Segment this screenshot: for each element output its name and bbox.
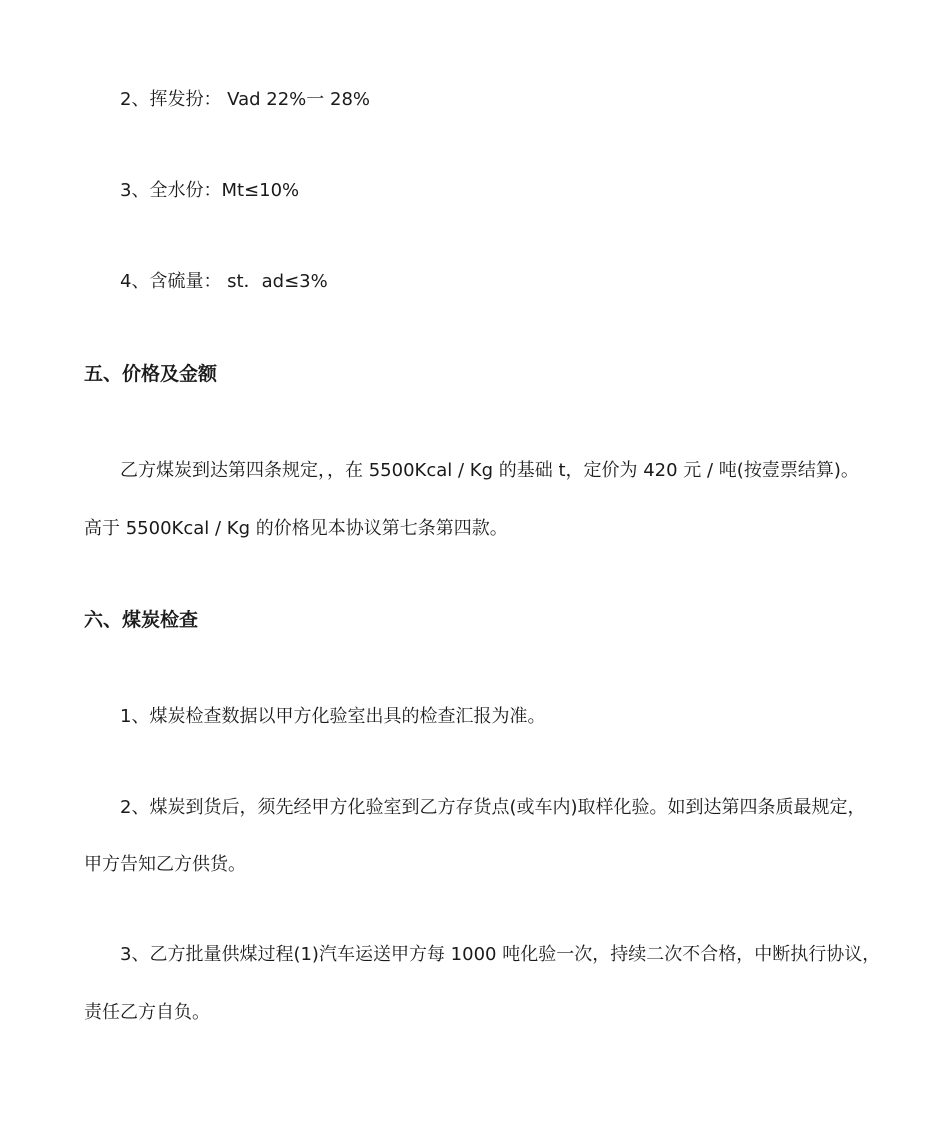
inspection-item-2-line-1: 2、煤炭到货后，须先经甲方化验室到乙方存货点(或车内)取样化验。如到达第四条质最规定， xyxy=(120,797,866,818)
inspection-item-2-line-2: 甲方告知乙方供货。 xyxy=(84,854,246,875)
section-heading-price: 五、价格及金额 xyxy=(84,363,218,385)
volatile-matter-line: 2、挥发扮： Vad 22%一 28% xyxy=(120,89,371,110)
price-paragraph-line-1: 乙方煤炭到达第四条规定，，在 5500Kcal / Kg 的基础 t，定价为 420 元 / 吨(按壹票结算)。 xyxy=(120,460,859,481)
section-heading-inspection: 六、煤炭检查 xyxy=(84,609,199,631)
inspection-item-1: 1、煤炭检查数据以甲方化验室出具的检查汇报为准。 xyxy=(120,706,546,727)
inspection-item-3-line-2: 责任乙方自负。 xyxy=(84,1002,210,1023)
sulfur-content-line: 4、含硫量： st．ad≤3% xyxy=(120,271,328,292)
inspection-item-3-line-1: 3、乙方批量供煤过程(1)汽车运送甲方每 1000 吨化验一次，持续二次不合格，中断执行协议， xyxy=(120,944,881,965)
total-moisture-line: 3、全水份：Mt≤10% xyxy=(120,180,300,201)
price-paragraph-line-2: 高于 5500Kcal / Kg 的价格见本协议第七条第四款。 xyxy=(84,518,508,539)
